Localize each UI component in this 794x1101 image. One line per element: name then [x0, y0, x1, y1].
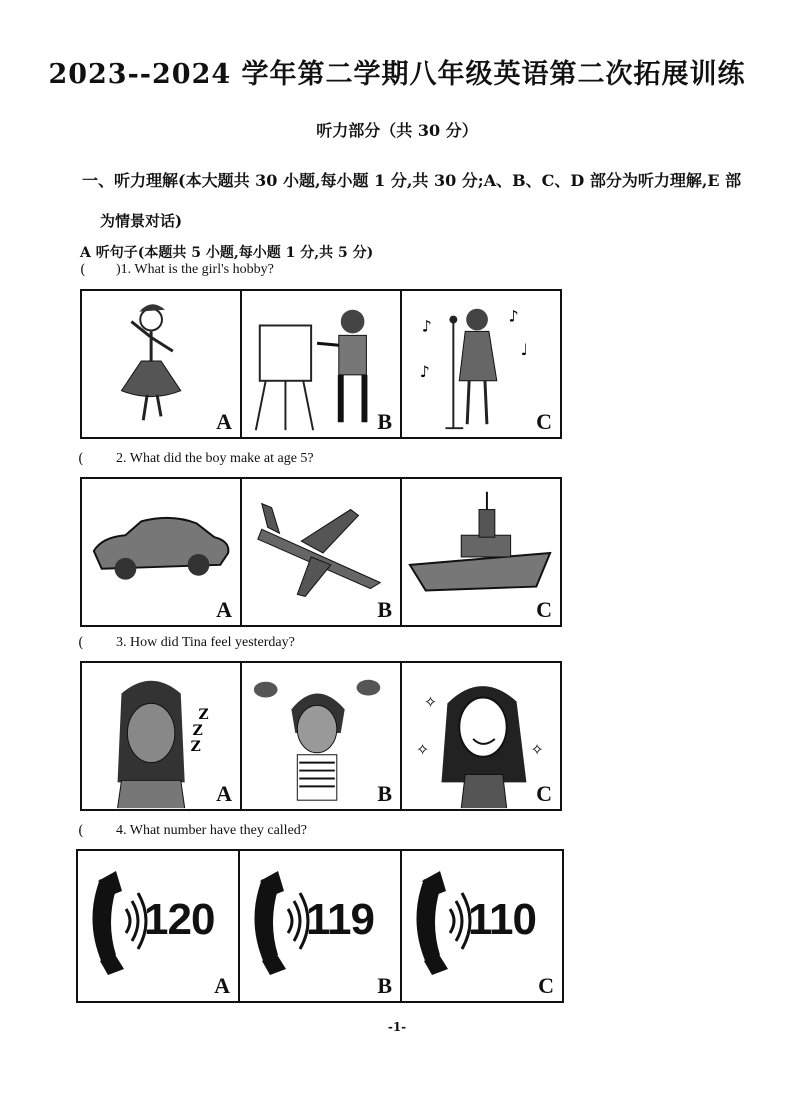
option-label: C — [536, 597, 552, 622]
phone-number: 110 — [468, 895, 536, 944]
question-4: 4. What number have they called? — [116, 823, 307, 838]
angry-face-icon — [242, 663, 400, 809]
svg-text:✧: ✧ — [423, 692, 437, 712]
question-1: )1. What is the girl's hobby? — [116, 262, 274, 277]
option-c-singing-girl — [402, 291, 560, 437]
answer-paren: ( — [80, 262, 86, 278]
listening-section-title: 听力部分（共 30 分） — [316, 121, 478, 140]
svg-text:♩: ♩ — [520, 340, 528, 360]
svg-text:✧: ✧ — [415, 739, 430, 759]
option-label: A — [214, 973, 230, 998]
question-1-images — [80, 289, 562, 439]
phone-number: 119 — [306, 895, 374, 944]
question-3-images — [80, 661, 562, 811]
plane-icon — [242, 479, 400, 625]
svg-text:Z: Z — [190, 738, 201, 755]
answer-paren: ( — [78, 635, 84, 651]
svg-text:Z: Z — [192, 723, 203, 740]
option-label: A — [216, 597, 232, 622]
svg-text:♪: ♪ — [421, 316, 432, 336]
option-b-toy-plane — [242, 479, 402, 625]
exam-title: 2023--2024 学年第二学期八年级英语第二次拓展训练 — [48, 59, 746, 90]
option-label: C — [536, 409, 552, 434]
part-a-heading: A 听句子(本题共 5 小题,每小题 1 分,共 5 分) — [80, 245, 374, 261]
svg-text:♪: ♪ — [419, 361, 430, 381]
question-3: 3. How did Tina feel yesterday? — [116, 635, 295, 650]
section-1-heading-cont: 为情景对话) — [100, 212, 183, 230]
option-a-sleepy-girl — [82, 663, 242, 809]
option-label: B — [377, 781, 392, 806]
option-label: B — [377, 973, 392, 998]
question-2-images — [80, 477, 562, 627]
answer-paren: ( — [78, 451, 84, 467]
phone-number: 120 — [144, 895, 215, 944]
option-b-phone-119 — [240, 851, 402, 1001]
question-4-images — [76, 849, 564, 1003]
svg-text:♪: ♪ — [508, 306, 519, 326]
question-2: 2. What did the boy make at age 5? — [116, 451, 314, 466]
svg-text:✧: ✧ — [530, 739, 544, 759]
option-a-dancing-girl — [82, 291, 242, 437]
option-b-painting-girl — [242, 291, 402, 437]
option-a-phone-120 — [78, 851, 240, 1001]
painting-girl-icon — [242, 291, 400, 437]
option-a-toy-car — [82, 479, 242, 625]
answer-paren: ( — [78, 823, 84, 839]
option-label: C — [536, 781, 552, 806]
option-label: C — [538, 973, 554, 998]
option-label: A — [216, 781, 232, 806]
option-c-phone-110 — [402, 851, 562, 1001]
option-c-toy-ship — [402, 479, 560, 625]
svg-text:Z: Z — [198, 707, 209, 724]
section-1-heading: 一、听力理解(本大题共 30 小题,每小题 1 分,共 30 分;A、B、C、D 部分为听力理解,E 部 — [82, 171, 742, 190]
option-b-angry-girl — [242, 663, 402, 809]
option-c-happy-girl — [402, 663, 560, 809]
option-label: B — [377, 597, 392, 622]
page-number: -1- — [387, 1020, 407, 1034]
option-label: A — [216, 409, 232, 434]
option-label: B — [377, 409, 392, 434]
